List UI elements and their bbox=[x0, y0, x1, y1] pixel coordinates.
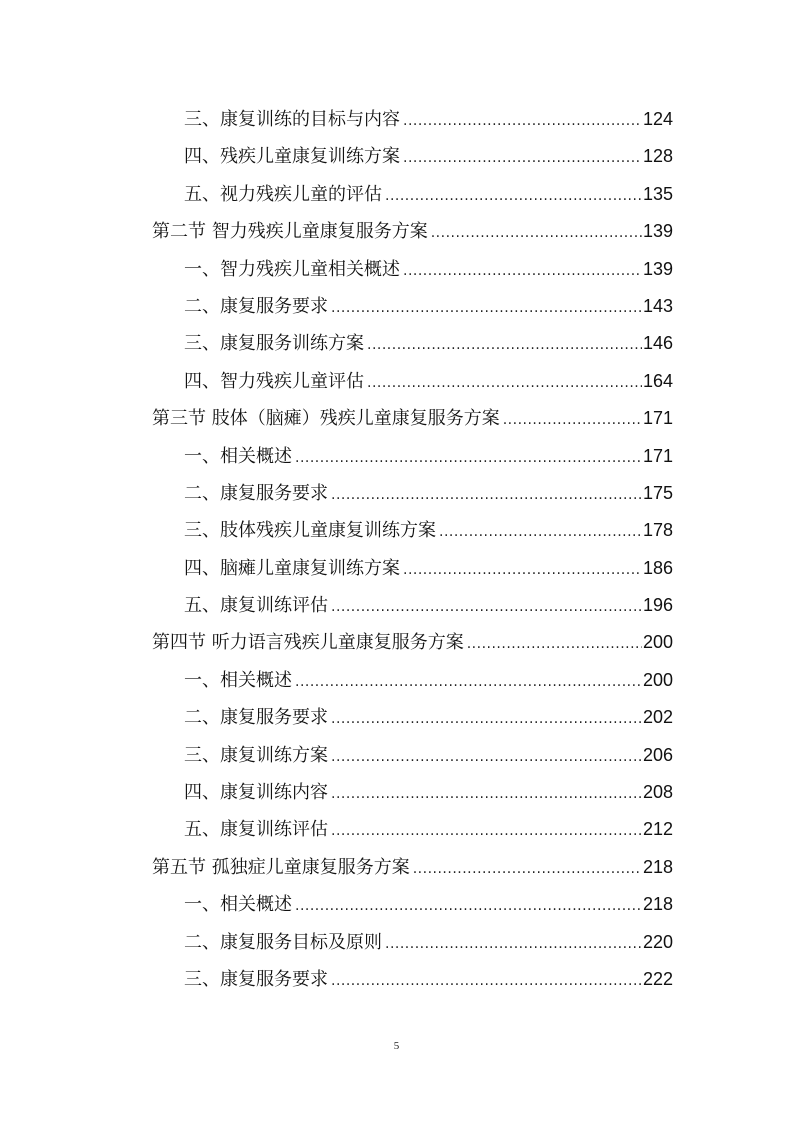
toc-leader-dots bbox=[331, 477, 642, 514]
toc-leader-dots bbox=[431, 215, 642, 252]
toc-entry-page-number: 208 bbox=[642, 782, 673, 803]
toc-entry-page-number: 139 bbox=[642, 258, 673, 279]
toc-leader-dots bbox=[331, 813, 642, 850]
toc-entry-label: 四、脑瘫儿童康复训练方案 bbox=[184, 557, 400, 579]
toc-entry-label: 三、康复训练方案 bbox=[184, 744, 328, 766]
table-of-contents bbox=[152, 101, 673, 998]
toc-entry-page-number: 196 bbox=[642, 595, 673, 616]
toc-leader-dots bbox=[403, 140, 642, 177]
toc-entry-page-number: 220 bbox=[642, 931, 673, 952]
toc-subsection-entry[interactable] bbox=[152, 176, 673, 213]
toc-entry-label: 五、视力残疾儿童的评估 bbox=[184, 183, 382, 205]
toc-leader-dots bbox=[367, 327, 642, 364]
toc-entry-page-number: 135 bbox=[642, 183, 673, 204]
toc-entry-page-number: 171 bbox=[642, 445, 673, 466]
toc-entry-label: 一、相关概述 bbox=[184, 445, 292, 467]
toc-entry-label: 三、康复服务要求 bbox=[184, 968, 328, 990]
toc-leader-dots bbox=[439, 514, 642, 551]
toc-leader-dots bbox=[403, 103, 642, 140]
toc-leader-dots bbox=[331, 589, 642, 626]
toc-entry-page-number: 143 bbox=[642, 295, 673, 316]
toc-entry-label: 第三节 肢体（脑瘫）残疾儿童康复服务方案 bbox=[152, 408, 500, 430]
toc-entry-page-number: 200 bbox=[642, 632, 673, 653]
toc-entry-label: 二、康复服务目标及原则 bbox=[184, 931, 382, 953]
toc-leader-dots bbox=[295, 440, 642, 477]
toc-leader-dots bbox=[331, 739, 642, 776]
toc-leader-dots bbox=[295, 888, 642, 925]
toc-entry-label: 四、康复训练内容 bbox=[184, 782, 328, 804]
toc-entry-page-number: 146 bbox=[642, 333, 673, 354]
toc-subsection-entry[interactable] bbox=[152, 699, 673, 736]
toc-leader-dots bbox=[367, 365, 642, 402]
toc-entry-label: 五、康复训练评估 bbox=[184, 595, 328, 617]
toc-entry-label: 一、相关概述 bbox=[184, 669, 292, 691]
toc-entry-page-number: 178 bbox=[642, 520, 673, 541]
toc-subsection-entry[interactable] bbox=[152, 961, 673, 998]
toc-leader-dots bbox=[403, 253, 642, 290]
toc-leader-dots bbox=[403, 552, 642, 589]
toc-subsection-entry[interactable] bbox=[152, 251, 673, 288]
toc-subsection-entry[interactable] bbox=[152, 101, 673, 138]
toc-subsection-entry[interactable] bbox=[152, 737, 673, 774]
toc-entry-label: 三、康复训练的目标与内容 bbox=[184, 109, 400, 130]
toc-entry-page-number: 206 bbox=[642, 744, 673, 765]
toc-entry-label: 一、智力残疾儿童相关概述 bbox=[184, 258, 400, 280]
toc-leader-dots bbox=[331, 290, 642, 327]
toc-entry-label: 四、智力残疾儿童评估 bbox=[184, 370, 364, 392]
toc-entry-label: 三、康复服务训练方案 bbox=[184, 333, 364, 355]
toc-subsection-entry[interactable] bbox=[152, 886, 673, 923]
toc-leader-dots bbox=[331, 776, 642, 813]
toc-entry-page-number: 186 bbox=[642, 557, 673, 578]
toc-entry-label: 第五节 孤独症儿童康复服务方案 bbox=[152, 856, 410, 878]
toc-subsection-entry[interactable] bbox=[152, 438, 673, 475]
toc-entry-label: 二、康复服务要求 bbox=[184, 707, 328, 729]
toc-subsection-entry[interactable] bbox=[152, 811, 673, 848]
toc-entry-page-number: 139 bbox=[642, 221, 673, 242]
toc-subsection-entry[interactable] bbox=[152, 774, 673, 811]
toc-subsection-entry[interactable] bbox=[152, 363, 673, 400]
toc-entry-label: 第四节 听力语言残疾儿童康复服务方案 bbox=[152, 632, 464, 654]
toc-section-entry[interactable] bbox=[152, 400, 673, 437]
toc-leader-dots bbox=[295, 664, 642, 701]
toc-subsection-entry[interactable] bbox=[152, 587, 673, 624]
toc-subsection-entry[interactable] bbox=[152, 924, 673, 961]
toc-leader-dots bbox=[413, 851, 642, 888]
toc-subsection-entry[interactable] bbox=[152, 325, 673, 362]
toc-subsection-entry[interactable] bbox=[152, 550, 673, 587]
toc-leader-dots bbox=[331, 963, 642, 1000]
toc-entry-page-number: 171 bbox=[642, 408, 673, 429]
toc-subsection-entry[interactable] bbox=[152, 512, 673, 549]
toc-entry-label: 第二节 智力残疾儿童康复服务方案 bbox=[152, 221, 428, 243]
toc-entry-label: 二、康复服务要求 bbox=[184, 295, 328, 317]
toc-section-entry[interactable] bbox=[152, 213, 673, 250]
toc-subsection-entry[interactable] bbox=[152, 288, 673, 325]
toc-entry-label: 三、肢体残疾儿童康复训练方案 bbox=[184, 520, 436, 542]
toc-subsection-entry[interactable] bbox=[152, 662, 673, 699]
toc-entry-page-number: 202 bbox=[642, 707, 673, 728]
toc-section-entry[interactable] bbox=[152, 849, 673, 886]
toc-entry-label: 五、康复训练评估 bbox=[184, 819, 328, 841]
toc-entry-page-number: 218 bbox=[642, 894, 673, 915]
toc-entry-page-number: 218 bbox=[642, 856, 673, 877]
toc-entry-page-number: 222 bbox=[642, 968, 673, 989]
toc-subsection-entry[interactable] bbox=[152, 475, 673, 512]
toc-entry-page-number: 124 bbox=[642, 109, 673, 129]
toc-entry-label: 二、康复服务要求 bbox=[184, 482, 328, 504]
toc-entry-page-number: 128 bbox=[642, 146, 673, 167]
toc-leader-dots bbox=[503, 402, 642, 439]
toc-entry-label: 一、相关概述 bbox=[184, 894, 292, 916]
toc-leader-dots bbox=[467, 626, 642, 663]
toc-leader-dots bbox=[331, 701, 642, 738]
toc-entry-page-number: 164 bbox=[642, 370, 673, 391]
toc-subsection-entry[interactable] bbox=[152, 138, 673, 175]
toc-entry-page-number: 175 bbox=[642, 482, 673, 503]
toc-section-entry[interactable] bbox=[152, 624, 673, 661]
footer-page-number: 5 bbox=[393, 1040, 400, 1052]
toc-leader-dots bbox=[385, 926, 642, 963]
toc-entry-page-number: 200 bbox=[642, 669, 673, 690]
toc-entry-page-number: 212 bbox=[642, 819, 673, 840]
toc-leader-dots bbox=[385, 178, 642, 215]
toc-entry-label: 四、残疾儿童康复训练方案 bbox=[184, 146, 400, 168]
